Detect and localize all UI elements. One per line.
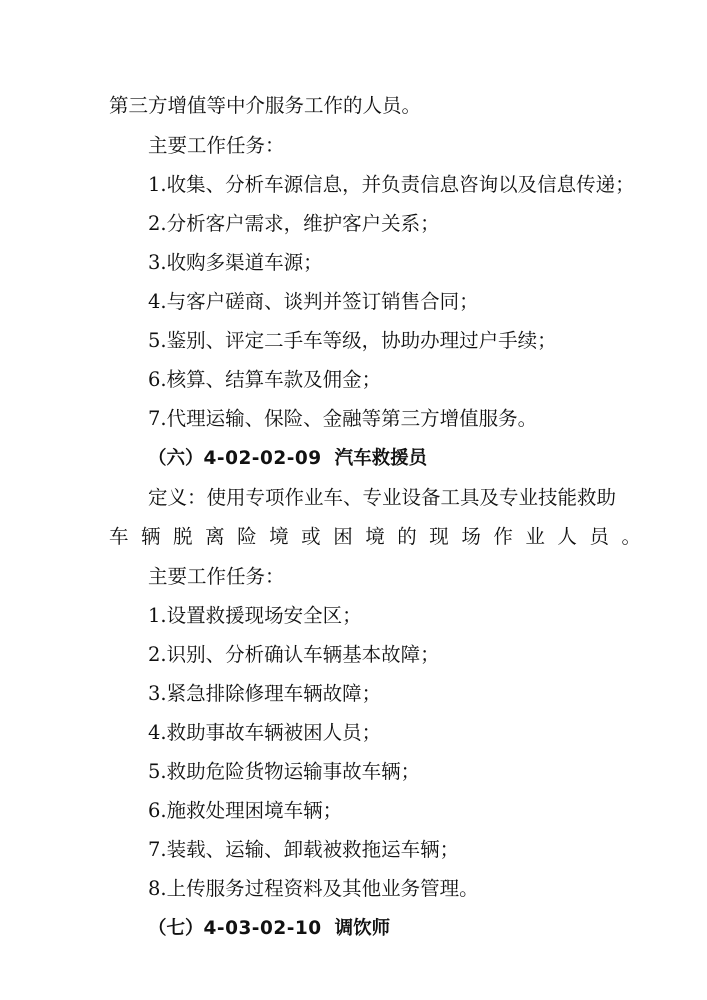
task-item: 3.收购多渠道车源； <box>148 251 323 274</box>
task-item: 5.救助危险货物运输事故车辆； <box>148 760 421 783</box>
task-item: 3.紧急排除修理车辆故障； <box>148 682 382 705</box>
section-number: （六） <box>148 448 204 469</box>
task-item: 2.分析客户需求，维护客户关系； <box>148 212 440 235</box>
task-item: 5.鉴别、评定二手车等级，协助办理过户手续； <box>148 329 557 352</box>
section-code: 4-03-02-10 <box>203 918 322 939</box>
tasks-heading: 主要工作任务： <box>148 565 285 588</box>
task-item: 1.设置救援现场安全区； <box>148 604 362 627</box>
section-heading <box>148 447 427 471</box>
task-item: 4.救助事故车辆被困人员； <box>148 721 382 744</box>
section-number: （七） <box>148 918 204 939</box>
task-item: 4.与客户磋商、谈判并签订销售合同； <box>148 290 479 313</box>
tasks-heading: 主要工作任务： <box>148 134 285 157</box>
task-item: 2.识别、分析确认车辆基本故障； <box>148 643 440 666</box>
task-item: 7.代理运输、保险、金融等第三方增值服务。 <box>148 407 538 430</box>
task-item: 1.收集、分析车源信息，并负责信息咨询以及信息传递； <box>148 173 635 196</box>
task-item: 8.上传服务过程资料及其他业务管理。 <box>148 877 479 900</box>
section-code: 4-02-02-09 <box>203 448 322 469</box>
continuation-text: 第三方增值等中介服务工作的人员。 <box>109 94 422 117</box>
section-title: 调饮师 <box>334 918 391 939</box>
definition-text: 定义：使用专项作业车、专业设备工具及专业技能救助 <box>148 486 617 509</box>
task-item: 7.装载、运输、卸载被救拖运车辆； <box>148 838 460 861</box>
section-heading <box>148 917 390 941</box>
definition-text: 车辆脱离险境或困境的现场作业人员。 <box>109 525 641 548</box>
task-item: 6.核算、结算车款及佣金； <box>148 368 382 391</box>
task-item: 6.施救处理困境车辆； <box>148 799 343 822</box>
section-title: 汽车救援员 <box>334 448 428 469</box>
